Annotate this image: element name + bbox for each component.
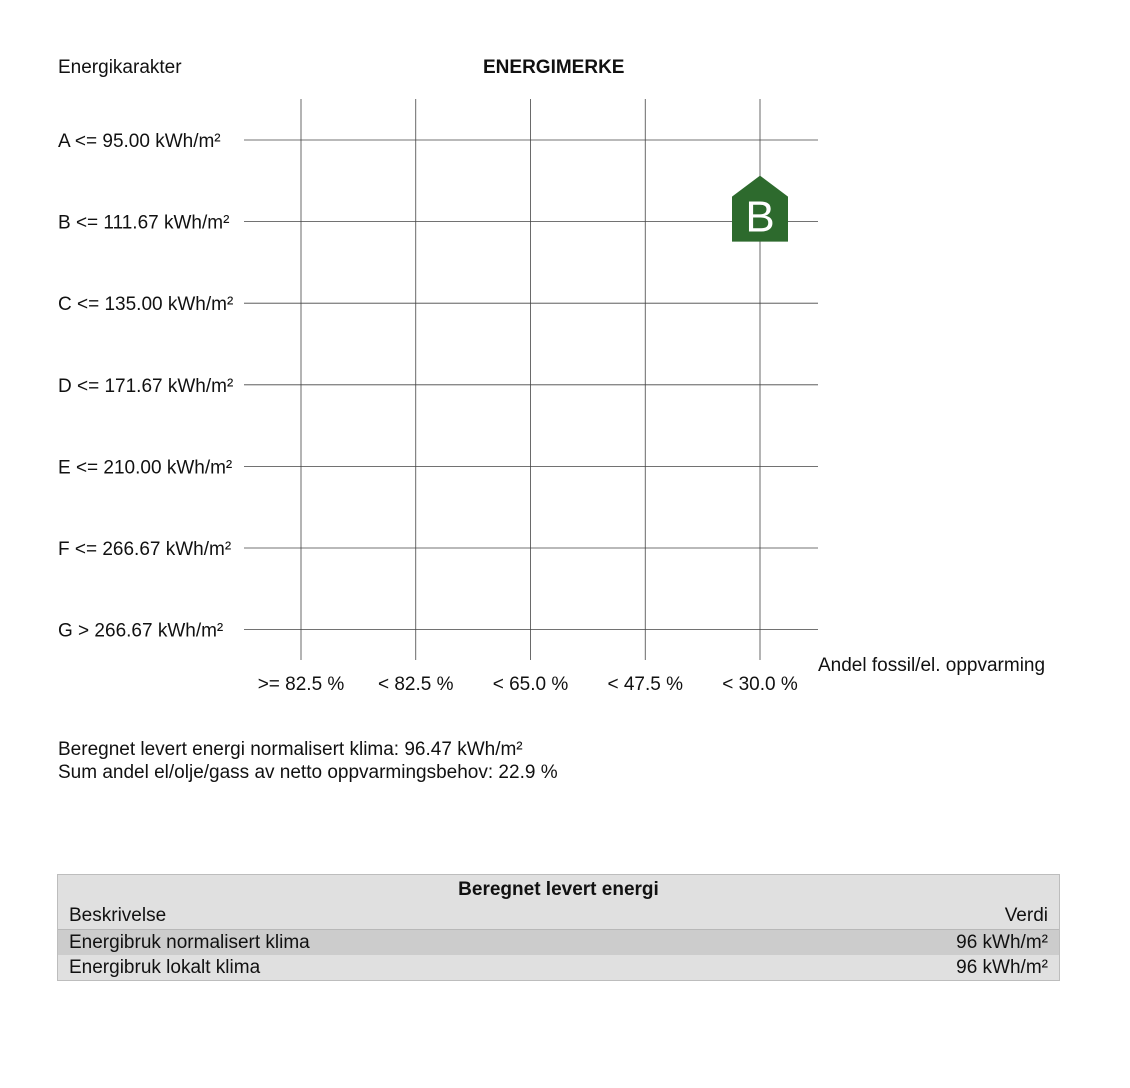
x-tick-label: < 82.5 % (377, 674, 454, 695)
y-tick-label: D <= 171.67 kWh/m² (58, 375, 234, 397)
table-row (58, 955, 1059, 980)
row-value: 96 kWh/m² (956, 957, 1048, 978)
y-axis-title: Energikarakter (58, 57, 182, 78)
grade-marker-label: B (745, 192, 775, 242)
table-row (58, 930, 1059, 955)
row-description: Energibruk lokalt klima (69, 957, 261, 978)
header-description: Beskrivelse (69, 905, 167, 926)
y-tick-label: C <= 135.00 kWh/m² (58, 294, 234, 316)
header-value: Verdi (1004, 905, 1048, 926)
y-tick-label: A <= 95.00 kWh/m² (58, 131, 221, 152)
y-tick-label: F <= 266.67 kWh/m² (58, 539, 232, 560)
x-tick-label: < 47.5 % (607, 674, 684, 695)
summary-block (58, 738, 558, 784)
row-value: 96 kWh/m² (956, 932, 1048, 953)
y-tick-label: E <= 210.00 kWh/m² (58, 457, 233, 479)
y-tick-label: G > 266.67 kWh/m² (58, 620, 224, 642)
chart-title: ENERGIMERKE (483, 57, 625, 78)
y-tick-label: B <= 111.67 kWh/m² (58, 212, 230, 234)
x-tick-label: < 30.0 % (722, 674, 798, 695)
x-tick-label: >= 82.5 % (257, 674, 345, 695)
x-tick-label: < 65.0 % (492, 674, 569, 695)
table-title: Beregnet levert energi (458, 879, 659, 900)
x-axis-title: Andel fossil/el. oppvarming (818, 655, 1046, 676)
summary-fossil-share: Sum andel el/olje/gass av netto oppvarmingsbehov: 22.9 % (58, 762, 558, 783)
summary-normalized-energy: Beregnet levert energi normalisert klima: 96.47 kWh/m² (58, 739, 523, 760)
delivered-energy-table (57, 874, 1060, 981)
row-description: Energibruk normalisert klima (69, 932, 310, 953)
table-header-row (58, 903, 1059, 930)
